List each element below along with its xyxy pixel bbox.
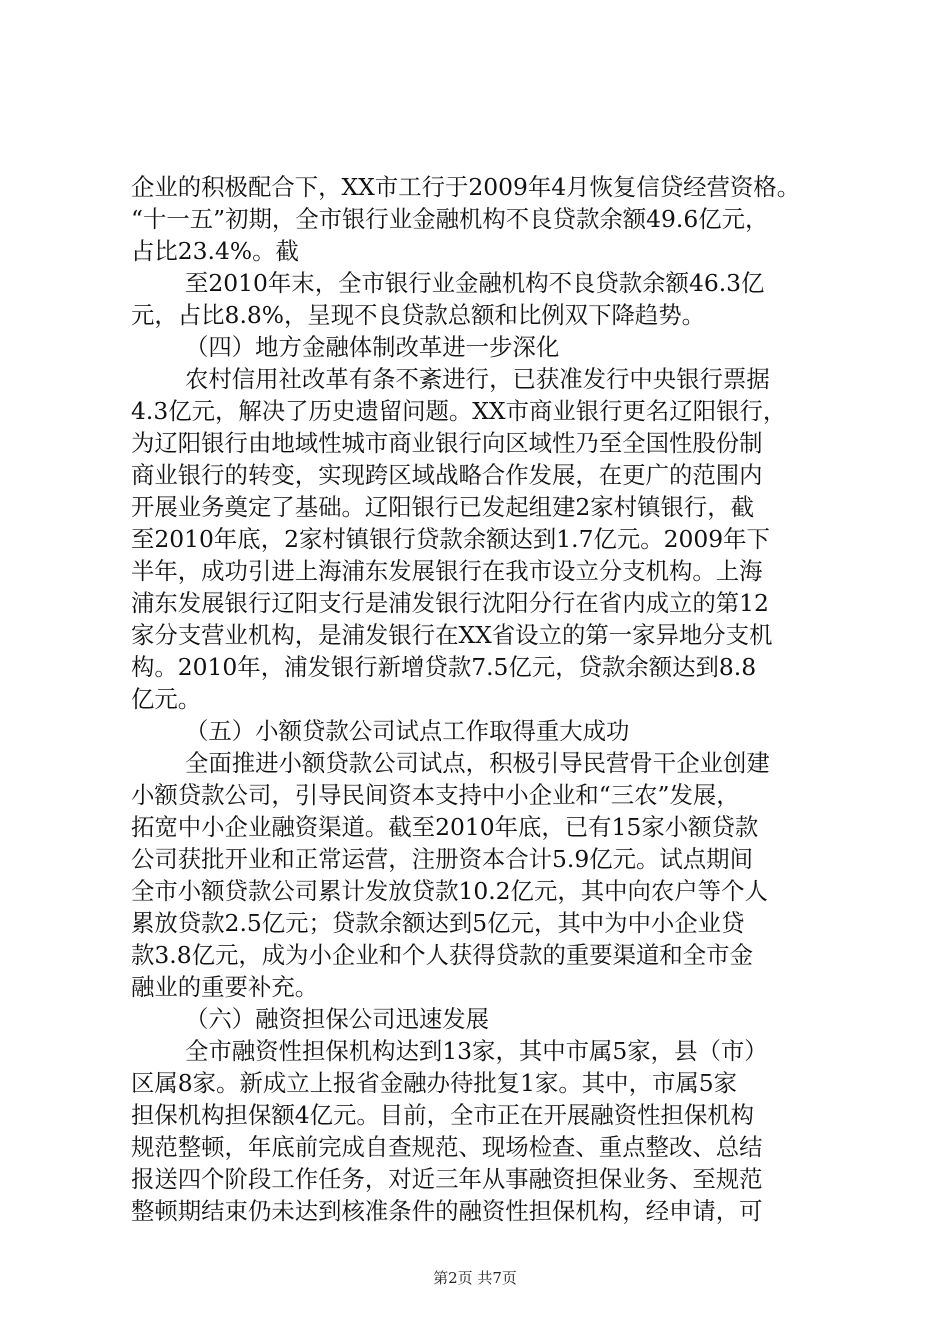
text-line: 为辽阳银行由地域性城市商业银行向区域性乃至全国性股份制 bbox=[131, 429, 763, 457]
text-line: 家分支营业机构，是浦发银行在XX省设立的第一家异地分支机 bbox=[131, 621, 773, 649]
text-line: 占比23.4%。截 bbox=[131, 237, 299, 265]
paragraph-start-line: （六）融资担保公司迅速发展 bbox=[185, 1005, 490, 1033]
text-line: 商业银行的转变，实现跨区域战略合作发展，在更广的范围内 bbox=[131, 461, 763, 489]
paragraph-start-line: 全市融资性担保机构达到13家，其中市属5家，县（市） bbox=[185, 1037, 768, 1065]
text-line: 担保机构担保额4亿元。目前，全市正在开展融资性担保机构 bbox=[131, 1101, 755, 1129]
paragraph-start-line: 农村信用社改革有条不紊进行，已获准发行中央银行票据 bbox=[185, 365, 770, 393]
text-line: 4.3亿元，解决了历史遗留问题。XX市商业银行更名辽阳银行， bbox=[131, 397, 787, 425]
text-line: 半年，成功引进上海浦东发展银行在我市设立分支机构。上海 bbox=[131, 557, 763, 585]
text-line: 拓宽中小企业融资渠道。截至2010年底，已有15家小额贷款 bbox=[131, 813, 759, 841]
text-line: 整顿期结束仍未达到核准条件的融资性担保机构，经申请，可 bbox=[131, 1197, 763, 1225]
text-line: 至2010年底，2家村镇银行贷款余额达到1.7亿元。2009年下 bbox=[131, 525, 770, 553]
text-line: 报送四个阶段工作任务，对近三年从事融资担保业务、至规范 bbox=[131, 1165, 763, 1193]
text-line: 构。2010年，浦发银行新增贷款7.5亿元，贷款余额达到8.8 bbox=[131, 653, 757, 681]
text-line: 规范整顿，年底前完成自查规范、现场检查、重点整改、总结 bbox=[131, 1133, 763, 1161]
text-line: 公司获批开业和正常运营，注册资本合计5.9亿元。试点期间 bbox=[131, 845, 753, 873]
paragraph-start-line: 全面推进小额贷款公司试点，积极引导民营骨干企业创建 bbox=[185, 749, 770, 777]
text-line: 累放贷款2.5亿元；贷款余额达到5亿元，其中为中小企业贷 bbox=[131, 909, 745, 937]
page-footer: 第2页 共7页 bbox=[433, 1269, 517, 1287]
text-line: 企业的积极配合下，XX市工行于2009年4月恢复信贷经营资格。 bbox=[131, 173, 801, 201]
paragraph-start-line: （五）小额贷款公司试点工作取得重大成功 bbox=[185, 717, 630, 745]
text-line: 开展业务奠定了基础。辽阳银行已发起组建2家村镇银行，截 bbox=[131, 493, 755, 521]
text-line: 融业的重要补充。 bbox=[131, 973, 319, 1001]
paragraph-start-line: 至2010年末，全市银行业金融机构不良贷款余额46.3亿 bbox=[185, 269, 765, 297]
text-line: 区属8家。新成立上报省金融办待批复1家。其中，市属5家 bbox=[131, 1069, 738, 1097]
text-line: 款3.8亿元，成为小企业和个人获得贷款的重要渠道和全市金 bbox=[131, 941, 753, 969]
text-line: 元，占比8.8%，呈现不良贷款总额和比例双下降趋势。 bbox=[131, 301, 706, 329]
text-line: 亿元。 bbox=[131, 685, 202, 713]
text-line: 全市小额贷款公司累计发放贷款10.2亿元，其中向农户等个人 bbox=[131, 877, 768, 905]
document-body bbox=[131, 171, 839, 1227]
text-line: “十一五”初期，全市银行业金融机构不良贷款余额49.6亿元， bbox=[131, 205, 769, 233]
text-line: 小额贷款公司，引导民间资本支持中小企业和“三农”发展， bbox=[131, 781, 740, 809]
paragraph-start-line: （四）地方金融体制改革进一步深化 bbox=[185, 333, 560, 361]
text-line: 浦东发展银行辽阳支行是浦发银行沈阳分行在省内成立的第12 bbox=[131, 589, 769, 617]
